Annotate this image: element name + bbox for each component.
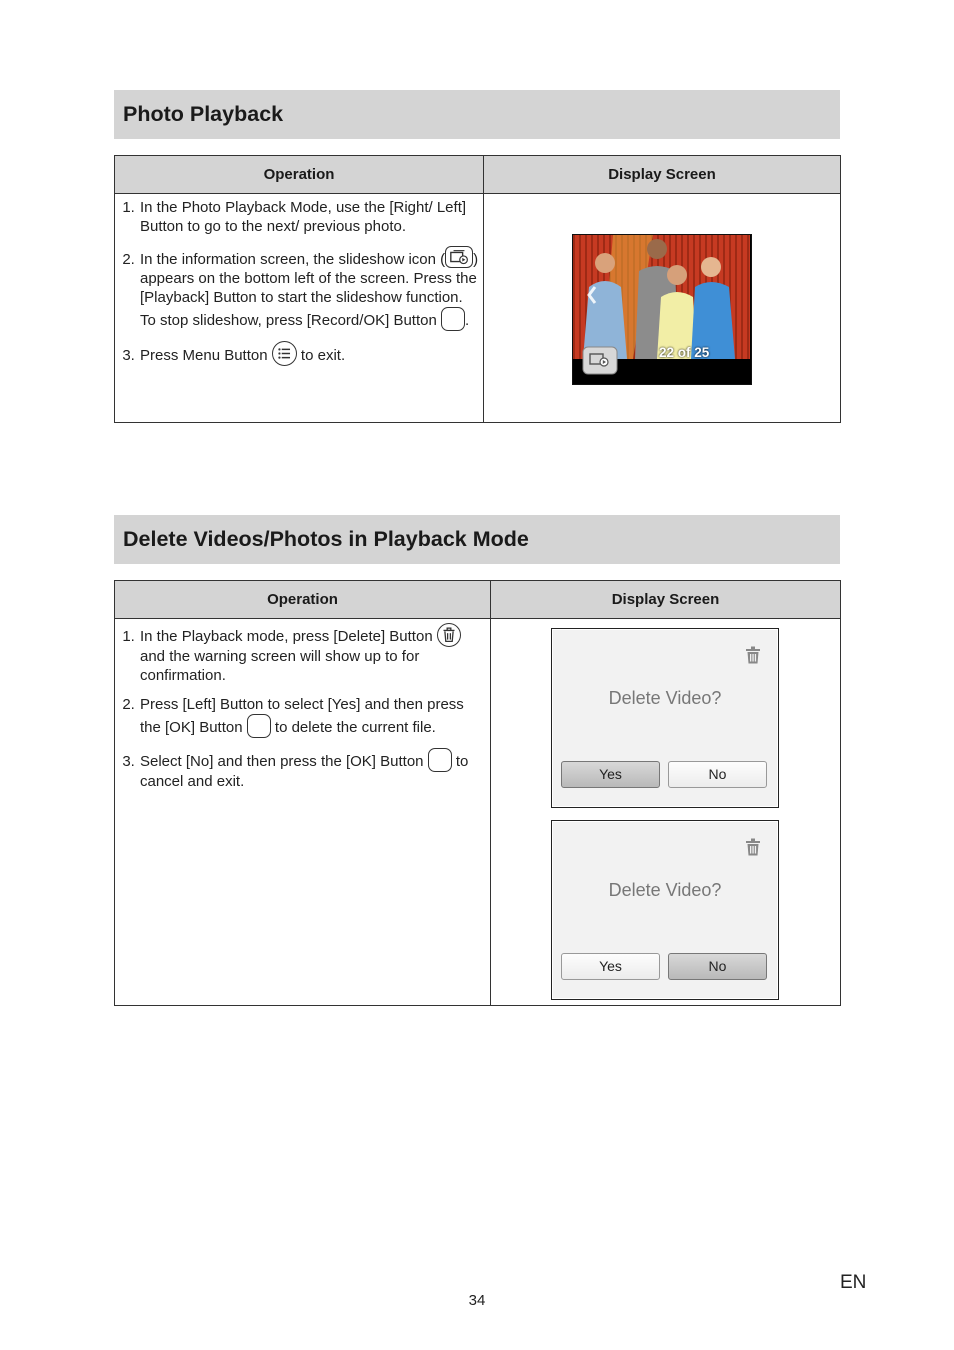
step-text: In the Playback mode, press [Delete] Button [140, 628, 433, 645]
step-item [139, 246, 481, 331]
column-header-operation: Operation [115, 156, 484, 194]
trash-icon [746, 646, 760, 664]
section-title-delete: Delete Videos/Photos in Playback Mode [114, 515, 840, 564]
photo-playback-screen [572, 234, 752, 385]
step-item [139, 198, 481, 236]
photo-counter: 22 of 25 [659, 345, 710, 360]
section-title-photo-playback: Photo Playback [114, 90, 840, 139]
step-item [139, 623, 488, 685]
step-text: Press [Left] Button to select [Yes] and then press the [OK] Button [140, 696, 464, 736]
dialog-title: Delete Video? [608, 688, 722, 708]
page-number: 34 [468, 1292, 486, 1309]
delete-icon [437, 623, 461, 647]
column-header-display-screen: Display Screen [491, 581, 841, 619]
step-text: ) appears on the bottom left of the screen. Press the [Playback] Button to start the slideshow function. To stop slideshow, press [Record/OK] Button [140, 251, 479, 329]
step-item [139, 695, 488, 738]
dialog-title: Delete Video? [608, 880, 722, 900]
step-text: . [465, 312, 470, 329]
step-item [139, 748, 488, 791]
step-text: In the Photo Playback Mode, use the [Right/ Left] Button to go to the next/ previous photo. [140, 199, 467, 235]
step-text: and the warning screen will show up to for confirmation. [140, 648, 420, 684]
column-header-operation: Operation [115, 581, 491, 619]
trash-icon [746, 838, 760, 856]
step-text: Select [No] and then press the [OK] Button [140, 753, 424, 770]
step-text: In the information screen, the slideshow icon ( [140, 251, 446, 268]
delete-dialog-yes-selected [551, 628, 779, 808]
playback-photo [573, 235, 750, 383]
step-text: Press Menu Button [140, 347, 268, 364]
no-button[interactable]: No [668, 953, 767, 980]
language-label: EN [840, 1272, 867, 1293]
ok-button-icon [428, 748, 452, 772]
step-list [115, 194, 483, 366]
step-list [115, 619, 490, 791]
step-text: to cancel and exit. [140, 753, 469, 790]
delete-dialog-no-selected [551, 820, 779, 1000]
step-text: to delete the current file. [274, 719, 436, 736]
no-button[interactable]: No [668, 761, 767, 788]
ok-button-icon [441, 307, 465, 331]
ok-button-icon [247, 714, 271, 738]
slideshow-icon [445, 246, 473, 268]
step-text: to exit. [300, 347, 346, 364]
step-item [139, 341, 481, 366]
menu-icon [272, 341, 297, 366]
column-header-display-screen: Display Screen [484, 156, 841, 194]
operation-cell [115, 194, 484, 423]
yes-button[interactable]: Yes [561, 953, 660, 980]
yes-button[interactable]: Yes [561, 761, 660, 788]
operation-cell [115, 619, 491, 1006]
